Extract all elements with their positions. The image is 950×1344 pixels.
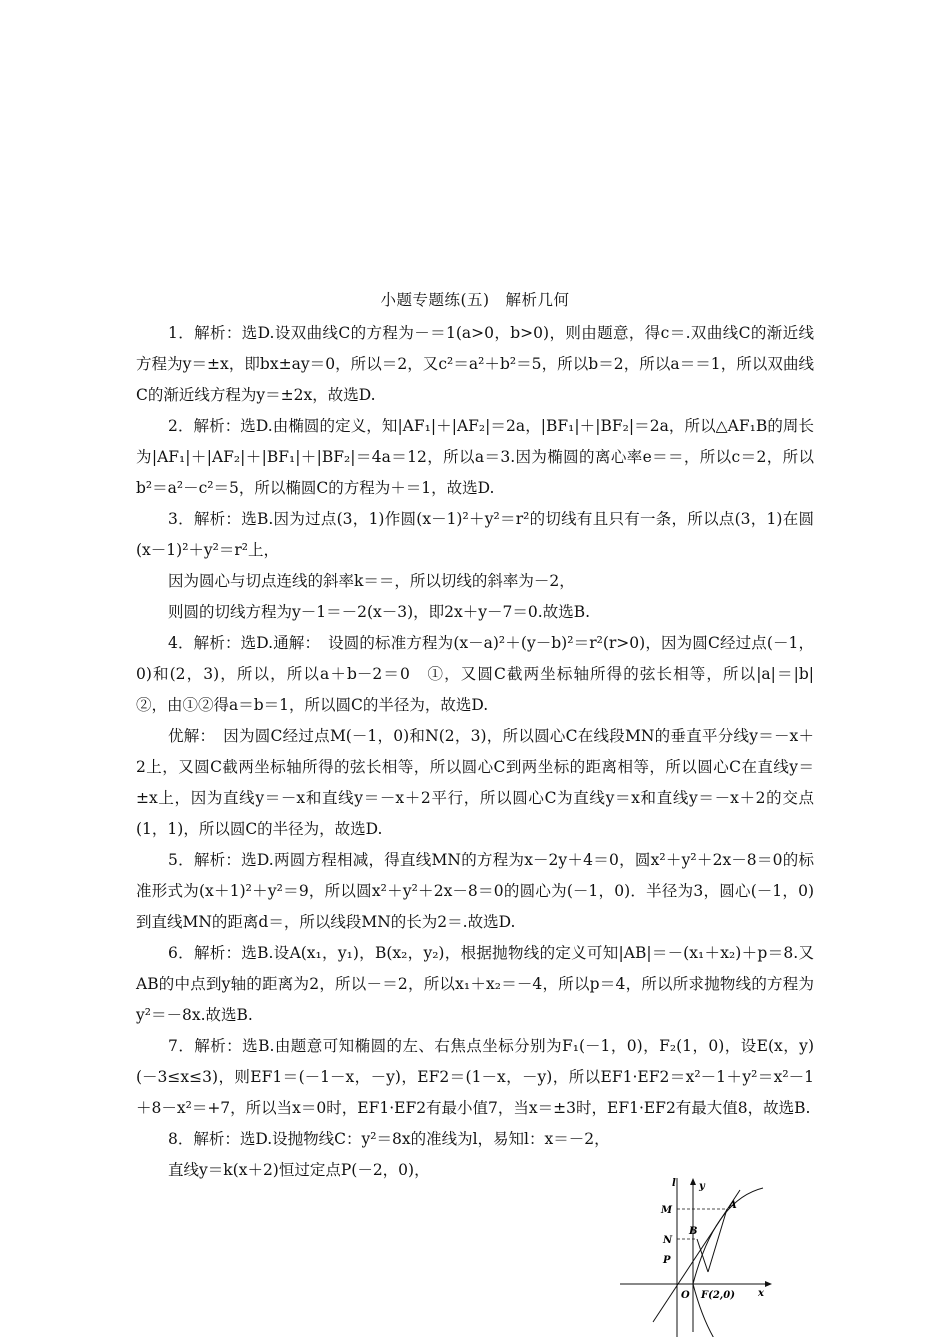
- paragraph-3-line-2: 因为圆心与切点连线的斜率k＝＝，所以切线的斜率为－2，: [168, 572, 575, 590]
- y-axis-arrow: [690, 1178, 696, 1185]
- paragraph-8-line-2: 直线y＝k(x＋2)恒过定点P(－2，0)，: [168, 1161, 430, 1179]
- label-m: M: [661, 1205, 673, 1216]
- paragraph-1: 1．解析：选D.设双曲线C的方程为－＝1(a>0，b>0)，则由题意，得c＝.双曲线C的渐近线方程为y＝±x，即bx±ay＝0，所以＝2，又c²＝a²＋b²＝5，所以b＝2，所以a＝＝1，所以双曲线C的渐近线方程为y＝±2x，故选D.: [136, 324, 814, 404]
- paragraph-5: 5．解析：选D.两圆方程相减，得直线MN的方程为x－2y＋4＝0，圆x²＋y²＋2x－8＝0的标准形式为(x＋1)²＋y²＝9，所以圆x²＋y²＋2x－8＝0的圆心为(－1，0)．半径为3，圆心(－1，0)到直线MN的距离d＝，所以线段MN的长为2＝.故选D.: [136, 851, 814, 931]
- parabola-figure: [615, 1172, 775, 1337]
- paragraph-4-alt: 优解： 因为圆C经过点M(－1，0)和N(2，3)，所以圆心C在线段MN的垂直平分线y＝－x＋2上，又圆C截两坐标轴所得的弦长相等，所以圆心C到两坐标的距离相等，所以圆心C在直线y＝±x上，因为直线y＝－x和直线y＝－x＋2平行，所以圆心C为直线y＝x和直线y＝－x＋2的交点(1，1)，所以圆C的半径为，故选D.: [136, 727, 814, 838]
- paragraph-4: 4．解析：选D.通解： 设圆的标准方程为(x－a)²＋(y－b)²＝r²(r>0)，因为圆C经过点(－1，0)和(2，3)，所以，所以a＋b－2＝0 ①，又圆C截两坐标轴所得的弦长相等，所以|a|＝|b| ②，由①②得a＝b＝1，所以圆C的半径为，故选D.: [136, 634, 830, 714]
- label-p: P: [663, 1255, 671, 1266]
- label-f: F(2,0): [701, 1290, 735, 1301]
- label-l: l: [672, 1178, 676, 1189]
- parabola-curve: [693, 1188, 763, 1337]
- segment-af: [708, 1209, 727, 1272]
- paragraph-3: 3．解析：选B.因为过点(3，1)作圆(x－1)²＋y²＝r²的切线有且只有一条，所以点(3，1)在圆(x－1)²＋y²＝r²上，: [136, 510, 814, 559]
- paragraph-7: 7．解析：选B.由题意可知椭圆的左、右焦点坐标分别为F₁(－1，0)，F₂(1，0)，设E(x，y)(－3≤x≤3)，则EF1＝(－1－x，－y)，EF2＝(1－x，－y)，所以EF1·EF2＝x²－1＋y²＝x²－1＋8－x²＝+7，所以当x＝0时，EF1·EF2有最小值7，当x＝±3时，EF1·EF2有最大值8，故选B.: [136, 1037, 814, 1117]
- paragraph-2: 2．解析：选D.由椭圆的定义，知|AF₁|＋|AF₂|＝2a，|BF₁|＋|BF₂|＝2a，所以△AF₁B的周长为|AF₁|＋|AF₂|＋|BF₁|＋|BF₂|＝4a＝12，所以a＝3.因为椭圆的离心率e＝＝，所以c＝2，所以b²＝a²－c²＝5，所以椭圆C的方程为＋＝1，故选D.: [136, 417, 814, 497]
- label-x: x: [758, 1288, 764, 1299]
- paragraph-6: 6．解析：选B.设A(x₁，y₁)，B(x₂，y₂)，根据抛物线的定义可知|AB|＝－(x₁＋x₂)＋p＝8.又AB的中点到y轴的距离为2，所以－＝2，所以x₁＋x₂＝－4，所以p＝4，所以所求抛物线的方程为y²＝－8x.故选B.: [136, 944, 814, 1024]
- label-y: y: [699, 1181, 705, 1192]
- label-n: N: [663, 1235, 673, 1246]
- label-a: A: [729, 1200, 737, 1211]
- label-o: O: [681, 1290, 690, 1301]
- paragraph-3-line-3: 则圆的切线方程为y－1＝－2(x－3)，即2x＋y－7＝0.故选B.: [168, 603, 591, 621]
- label-b: B: [689, 1226, 698, 1237]
- solution-text: [136, 318, 830, 1186]
- x-axis-arrow: [765, 1281, 772, 1287]
- paragraph-8: 8．解析：选D.设抛物线C：y²＝8x的准线为l，易知l：x＝－2，: [168, 1130, 610, 1148]
- page-title: 小题专题练(五) 解析几何: [380, 291, 570, 309]
